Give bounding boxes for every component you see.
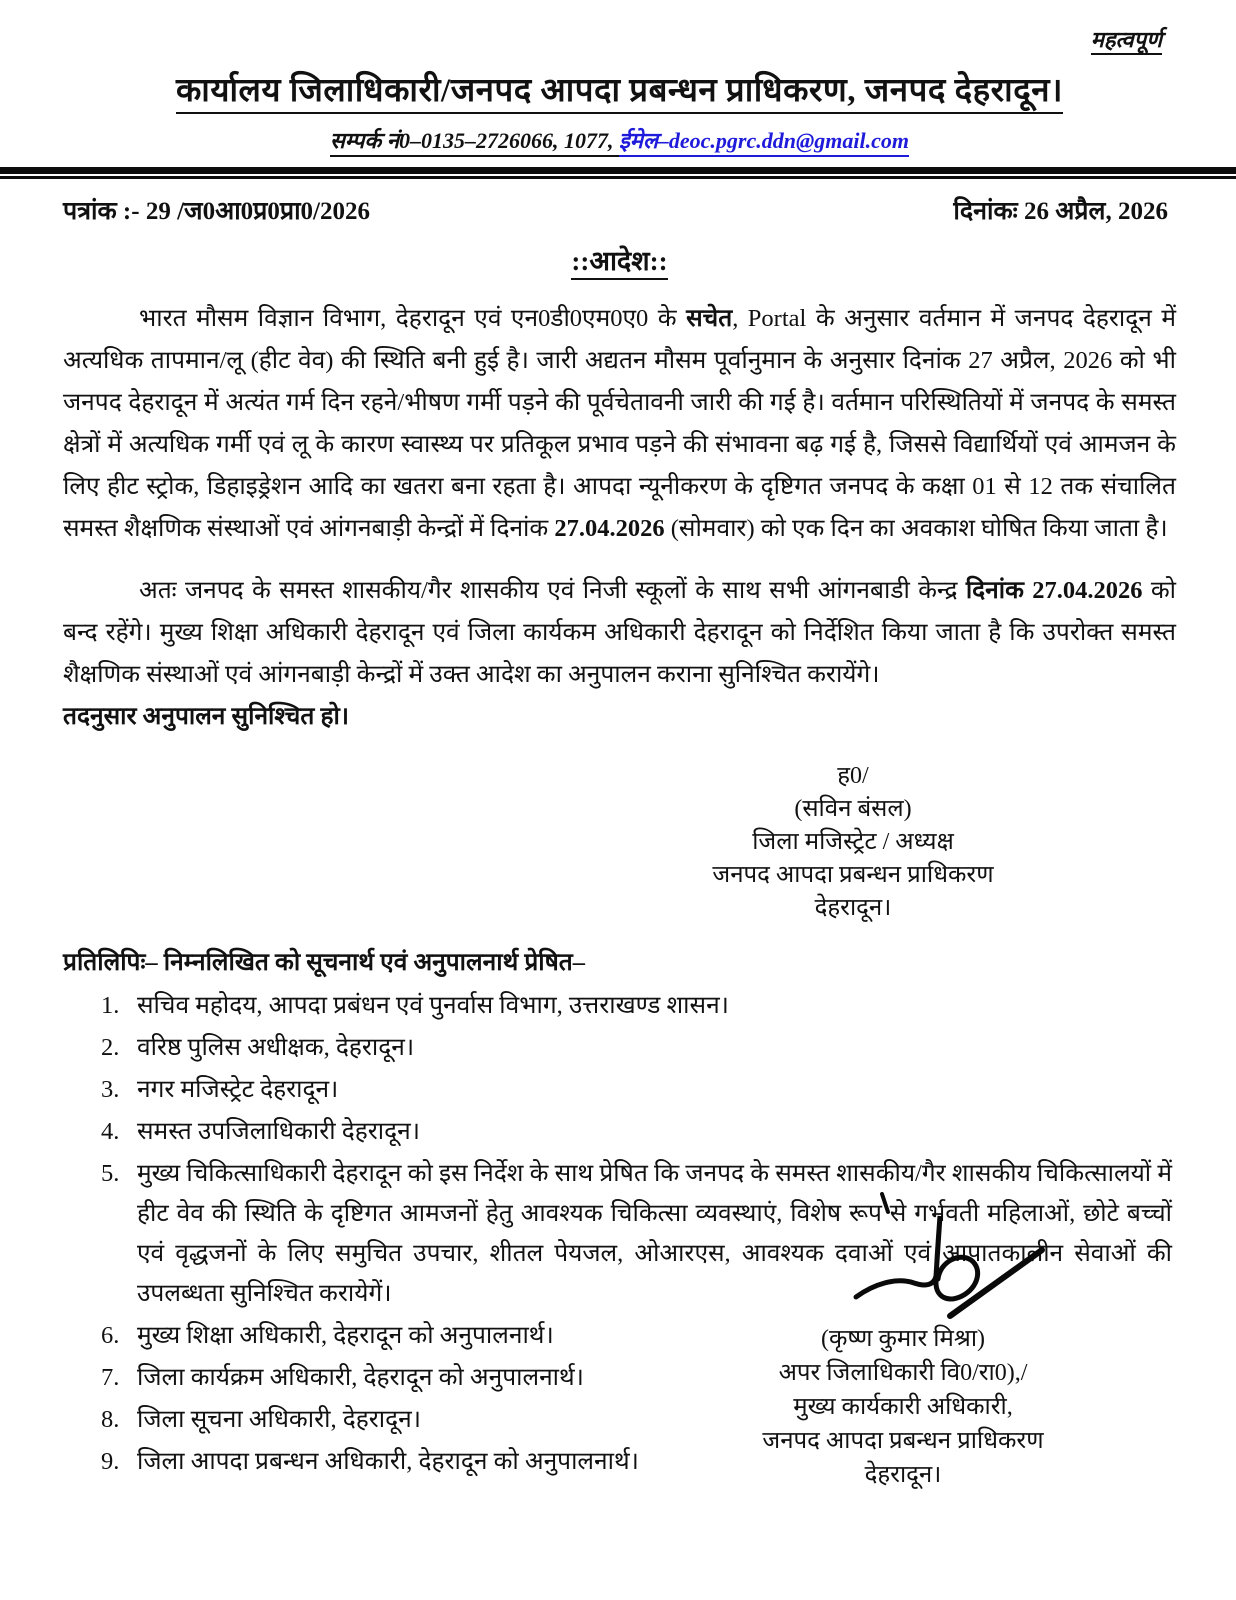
signatory-block-dm xyxy=(638,760,1068,925)
copy-item-text: जिला आपदा प्रबन्धन अधिकारी, देहरादून को अनुपालनार्थ। xyxy=(137,1448,639,1475)
text-segment: (सोमवार) को एक दिन का अवकाश घोषित किया जाता है। xyxy=(664,515,1168,542)
reference-row xyxy=(63,193,1176,227)
text-segment: अतः जनपद के समस्त शासकीय/गैर शासकीय एवं निजी स्कूलों के साथ सभी आंगनबाडी केन्द्र xyxy=(139,577,966,604)
signatory-line: अपर जिलाधिकारी वि0/रा0),/ xyxy=(778,1360,1028,1386)
signatory-line: (कृष्ण कुमार मिश्रा) xyxy=(820,1326,986,1352)
order-heading-text: ::आदेश:: xyxy=(571,246,667,280)
copy-item xyxy=(63,1028,1176,1068)
order-paragraph-1 xyxy=(63,298,1176,550)
signatory-line: देहरादून। xyxy=(864,1462,942,1488)
important-tag-text: महत्वपूर्ण xyxy=(1091,27,1162,55)
order-heading xyxy=(63,241,1176,278)
copy-item-number: 7. xyxy=(101,1364,120,1391)
copy-item-text: वरिष्ठ पुलिस अधीक्षक, देहरादून। xyxy=(137,1034,415,1061)
contact-email-link[interactable]: ईमेल–deoc.pgrc.ddn@gmail.com xyxy=(619,128,909,157)
copy-item-text: सचिव महोदय, आपदा प्रबंधन एवं पुनर्वास विभाग, उत्तराखण्ड शासन। xyxy=(137,992,729,1019)
copy-item-text: जिला कार्यक्रम अधिकारी, देहरादून को अनुपालनार्थ। xyxy=(137,1364,584,1391)
signatory-line: जनपद आपदा प्रबन्धन प्राधिकरण xyxy=(712,862,994,888)
signatory-line: मुख्य कार्यकारी अधिकारी, xyxy=(793,1394,1013,1420)
copy-item-text: मुख्य चिकित्साधिकारी देहरादून को इस निर्देश के साथ प्रेषित कि जनपद के समस्त शासकीय/गैर शासकीय चिकित्सालयों में हीट वेव की स्थिति के दृष्टिगत आमजनों हेतु आवश्यक चिकित्सा व्यवस्थाएं, विशेष रूप से गर्भवती महिलाओं, छोटे बच्चों एवं वृद्धजनों के लिए समुचित उपचार, शीतल पेयजल, ओआरएस, आवश्यक दवाओं एवं आपातकालीन सेवाओं की उपलब्धता सुनिश्चित करायेगें। xyxy=(137,1160,1172,1307)
signatory-block-ceo xyxy=(688,1322,1118,1492)
copy-item-text: नगर मजिस्ट्रेट देहरादून। xyxy=(137,1076,339,1103)
signature-icon xyxy=(852,1192,1052,1322)
office-title-text: कार्यालय जिलाधिकारी/जनपद आपदा प्रबन्धन प्राधिकरण, जनपद देहरादून। xyxy=(176,73,1063,114)
copy-item-number: 9. xyxy=(101,1448,120,1475)
signatory-line: जनपद आपदा प्रबन्धन प्राधिकरण xyxy=(762,1428,1044,1454)
copy-item-number: 4. xyxy=(101,1118,120,1145)
copy-item-number: 2. xyxy=(101,1034,120,1061)
text-segment: दिनांक 27.04.2026 xyxy=(965,577,1143,604)
copy-item-text: समस्त उपजिलाधिकारी देहरादून। xyxy=(137,1118,420,1145)
text-segment: को बन्द रहेंगे। मुख्य शिक्षा अधिकारी देहरादून एवं जिला कार्यकम अधिकारी देहरादून को निर्देशित किया जाता है कि उपरोक्त समस्त शैक्षणिक संस्थाओं एवं आंगनबाड़ी केन्द्रों में उक्त आदेश का अनुपालन कराना सुनिश्चित करायेंगे। xyxy=(63,577,1176,688)
signatory-line: जिला मजिस्ट्रेट / अध्यक्ष xyxy=(752,829,954,855)
copy-item xyxy=(63,1112,1176,1152)
copy-item-text: मुख्य शिक्षा अधिकारी, देहरादून को अनुपालनार्थ। xyxy=(137,1322,554,1349)
compliance-line: तदनुसार अनुपालन सुनिश्चित हो। xyxy=(63,703,350,730)
copy-item-number: 1. xyxy=(101,992,120,1019)
order-paragraph-2 xyxy=(63,570,1176,696)
text-segment: , Portal के अनुसार वर्तमान में जनपद देहरादून में अत्यधिक तापमान/लू (हीट वेव) की स्थिति बनी हुई है। जारी अद्यतन मौसम पूर्वानुमान के अनुसार दिनांक 27 अप्रैल, 2026 को भी जनपद देहरादून में अत्यंत गर्म दिन रहने/भीषण गर्मी पड़ने की पूर्वचेतावनी जारी की गई है। वर्तमान परिस्थितियों में जनपद के समस्त क्षेत्रों में अत्यधिक गर्मी एवं लू के कारण स्वास्थ्य पर प्रतिकूल प्रभाव पड़ने की संभावना बढ़ गई है, जिससे विद्यार्थियों एवं आमजन के लिए हीट स्ट्रोक, डिहाइड्रेशन आदि का खतरा बना रहता है। आपदा न्यूनीकरण के दृष्टिगत जनपद के कक्षा 01 से 12 तक संचालित समस्त शैक्षणिक संस्थाओं एवं आंगनबाड़ी केन्द्रों में दिनांक xyxy=(63,305,1176,542)
copy-item-number: 6. xyxy=(101,1322,120,1349)
office-title xyxy=(63,66,1176,111)
copy-item-number: 5. xyxy=(101,1160,120,1187)
signatory-line: ह0/ xyxy=(837,763,869,789)
letter-number: पत्रांक :- 29 /ज0आ0प्र0प्रा0/2026 xyxy=(63,198,370,225)
header-divider xyxy=(0,167,1236,179)
text-segment: भारत मौसम विज्ञान विभाग, देहरादून एवं एन0डी0एम0ए0 के xyxy=(139,305,687,332)
letter-date: दिनांकः 26 अप्रैल, 2026 xyxy=(953,198,1168,225)
copies-heading: प्रतिलिपिः– निम्नलिखित को सूचनार्थ एवं अनुपालनार्थ प्रेषित– xyxy=(63,949,586,976)
contact-line xyxy=(63,125,1176,155)
copy-item xyxy=(63,1070,1176,1110)
important-tag xyxy=(63,24,1176,54)
signatory-line: देहरादून। xyxy=(814,895,892,921)
text-segment: 27.04.2026 xyxy=(554,515,665,542)
copy-item-text: जिला सूचना अधिकारी, देहरादून। xyxy=(137,1406,421,1433)
contact-phone-text: सम्पर्क नं0–0135–2726066, 1077, xyxy=(330,128,619,157)
copy-item-number: 8. xyxy=(101,1406,120,1433)
signatory-line: (सविन बंसल) xyxy=(794,796,912,822)
text-segment: सचेत xyxy=(686,305,733,332)
copy-item xyxy=(63,986,1176,1026)
copy-item-number: 3. xyxy=(101,1076,120,1103)
